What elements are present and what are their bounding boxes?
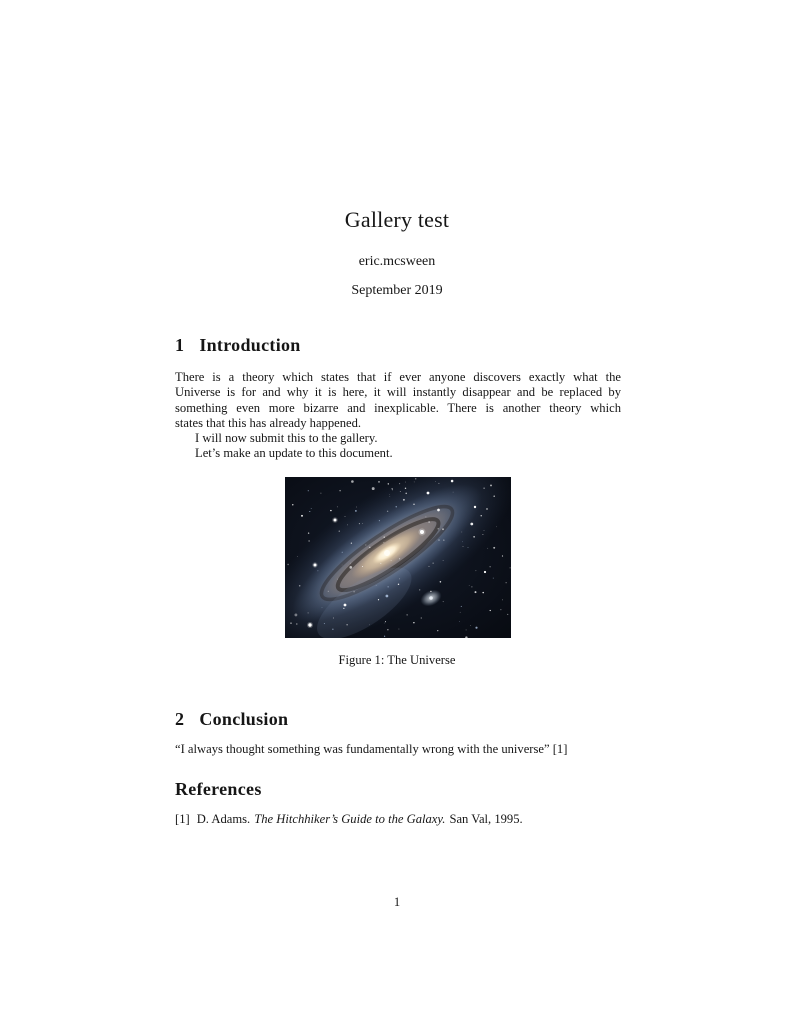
reference-entry <box>175 812 621 827</box>
section-title: Introduction <box>199 335 301 355</box>
document-date: September 2019 <box>351 283 443 298</box>
document-author: eric.mcsween <box>358 254 436 269</box>
paragraph-line: There is a theory which states that if ever anyone discovers exactly what the <box>175 370 621 384</box>
andromeda-galaxy-image <box>285 477 511 638</box>
paragraph-line: Universe is for and why it is here, it will instantly disappear and be replaced by <box>175 385 621 400</box>
section-number: 1 <box>175 335 185 355</box>
paragraph-line: states that this has already happened. <box>175 415 362 430</box>
references-heading: References <box>175 779 262 799</box>
page-number: 1 <box>393 895 401 909</box>
introduction-paragraph <box>175 370 621 462</box>
section-title: Conclusion <box>199 709 289 729</box>
section-number: 2 <box>175 709 185 729</box>
paragraph-line: Let’s make an update to this document. <box>195 446 393 461</box>
reference-title: The Hitchhiker’s Guide to the Galaxy. <box>254 812 446 826</box>
section-heading-conclusion <box>175 709 288 730</box>
figure-caption: Figure 1: The Universe <box>338 653 456 667</box>
reference-authors: D. Adams. <box>196 812 251 826</box>
document-title: Gallery test <box>344 207 450 232</box>
section-heading-introduction <box>175 335 301 356</box>
reference-publisher: San Val, 1995. <box>449 812 523 826</box>
paragraph-line: something even more bizarre and inexplicable. There is another theory which <box>175 400 621 415</box>
reference-label: [1] <box>175 812 190 826</box>
conclusion-quote: “I always thought something was fundamentally wrong with the universe” [1] <box>175 742 568 756</box>
paragraph-line: I will now submit this to the gallery. <box>195 431 378 446</box>
